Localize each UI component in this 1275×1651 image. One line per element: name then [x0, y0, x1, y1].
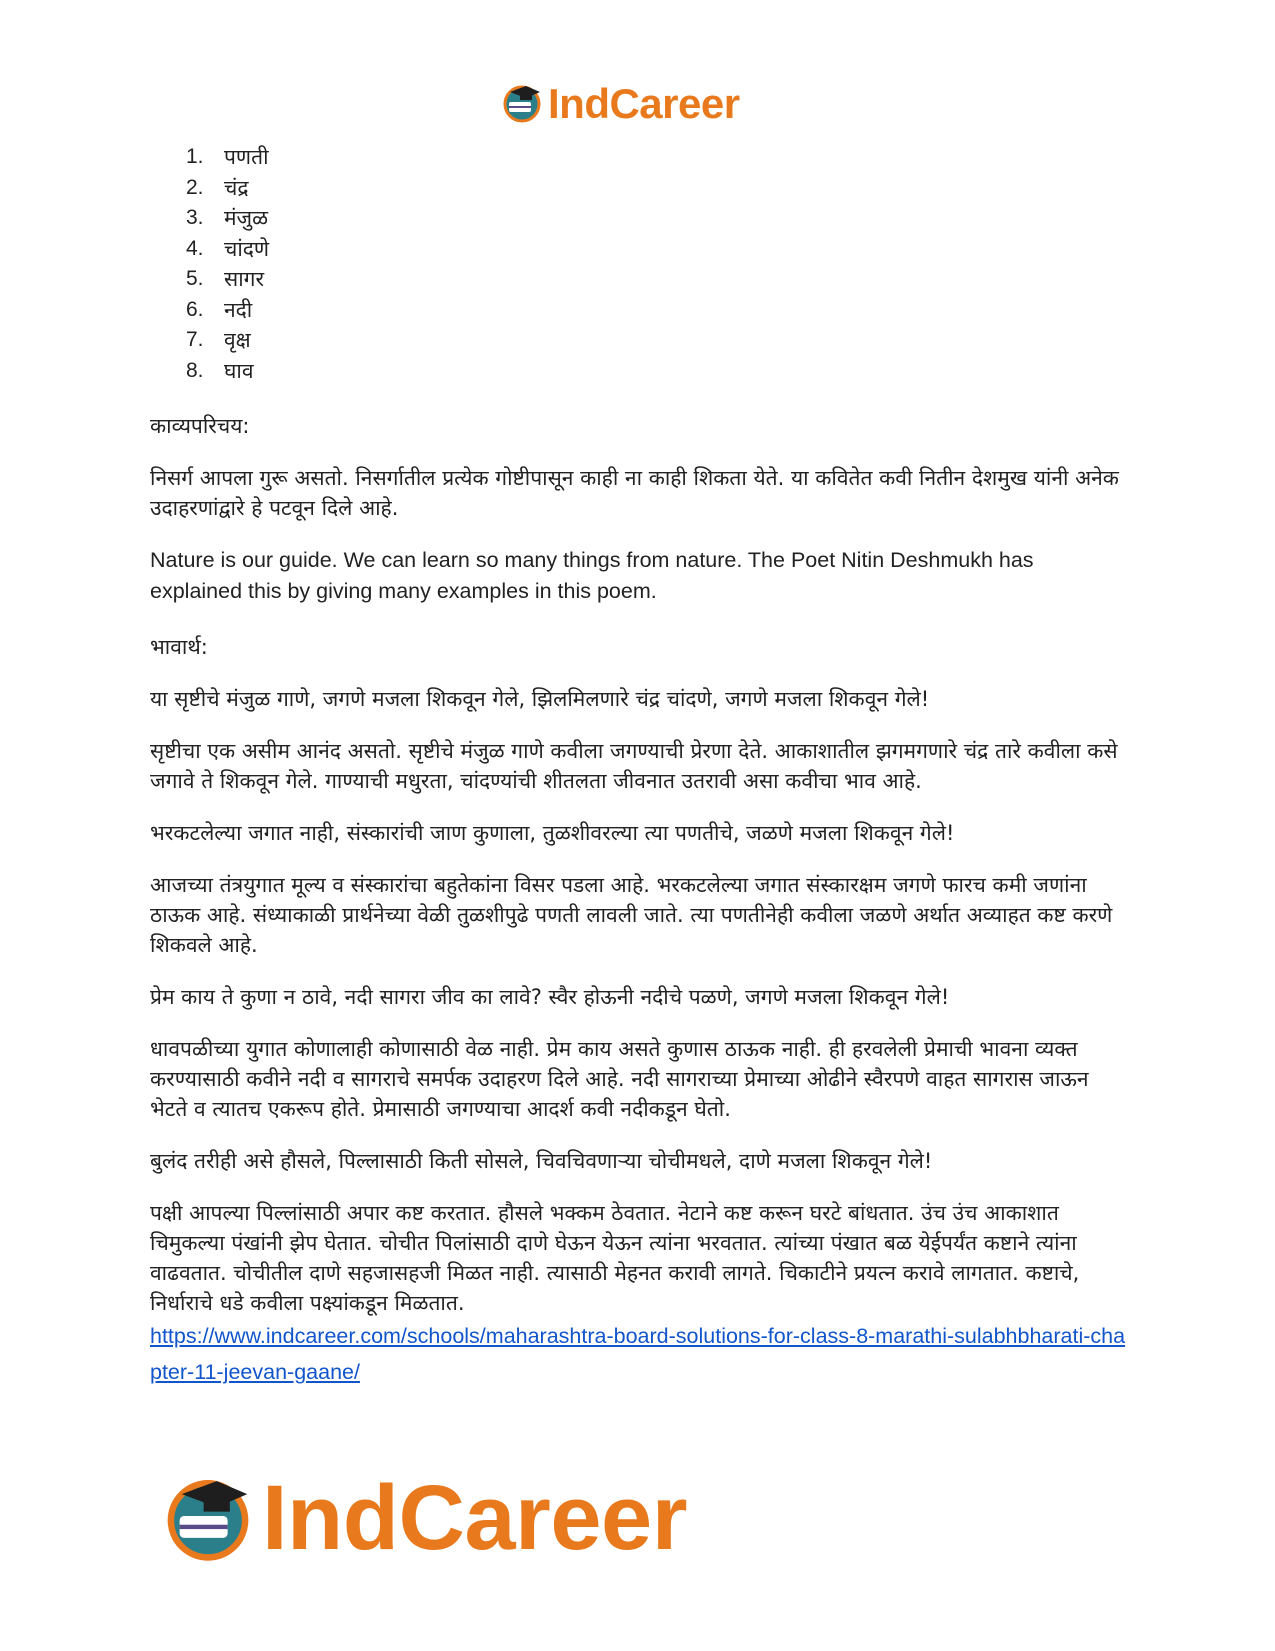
list-item: 3. मंजुळ — [186, 206, 269, 230]
meaning-heading: भावार्थ: — [150, 635, 208, 659]
graduation-globe-icon — [160, 1468, 256, 1568]
document-body — [150, 142, 1130, 1390]
explanation-paragraph: आजच्या तंत्रयुगात मूल्य व संस्कारांचा बहुतेकांना विसर पडला आहे. भरकटलेल्या जगात संस्कारक्षम जगणे फारच कमी जणांना ठाऊक आहे. संध्याकाळी प्रार्थनेच्या वेळी तुळशीपुढे पणती लावली जाते. त्या पणतीनेही कवीला जळणे अर्थात अव्याहत कष्ट करणे शिकवले आहे. — [150, 873, 1113, 957]
graduation-globe-icon — [500, 80, 544, 128]
list-item: 4. चांदणे — [186, 236, 270, 261]
verse-paragraph: या सृष्टीचे मंजुळ गाणे, जगणे मजला शिकवून गेले, झिलमिलणारे चंद्र चांदणे, जगणे मजला शिकवून गेले! — [150, 687, 930, 711]
verse-paragraph: प्रेम काय ते कुणा न ठावे, नदी सागरा जीव का लावे? स्वैर होऊनी नदीचे पळणे, जगणे मजला शिकवून गेले! — [150, 985, 950, 1009]
source-link[interactable]: https://www.indcareer.com/schools/maharashtra-board-solutions-for-class-8-marathi-sulabhbharati-chapter-11-jeevan-gaane/ — [150, 1324, 1126, 1384]
list-item: 1. पणती — [186, 145, 269, 169]
list-item: 5. सागर — [186, 267, 265, 291]
footer-logo — [160, 1468, 687, 1568]
intro-heading: काव्यपरिचय: — [150, 414, 250, 438]
intro-english-paragraph: Nature is our guide. We can learn so many things from nature. The Poet Nitin Deshmukh has explained this by giving many examples in this poem. — [150, 548, 1034, 603]
header-logo — [500, 78, 740, 130]
list-item: 7. वृक्ष — [186, 328, 251, 352]
intro-marathi-paragraph: निसर्ग आपला गुरू असतो. निसर्गातील प्रत्येक गोष्टीपासून काही ना काही शिकता येते. या कवितेत कवी नितीन देशमुख यांनी अनेक उदाहरणांद्वारे हे पटवून दिले आहे. — [150, 466, 1119, 520]
explanation-paragraph: धावपळीच्या युगात कोणालाही कोणासाठी वेळ नाही. प्रेम काय असते कुणास ठाऊक नाही. ही हरवलेली प्रेमाची भावना व्यक्त करण्यासाठी कवीने नदी व सागराचे समर्पक उदाहरण दिले आहे. नदी सागराच्या प्रेमाच्या ओढीने स्वैरपणे वाहत सागरास जाऊन भेटते व त्यातच एकरूप होते. प्रेमासाठी जगण्याचा आदर्श कवी नदीकडून घेतो. — [150, 1037, 1089, 1121]
brand-name: IndCareer — [548, 80, 740, 127]
explanation-paragraph: सृष्टीचा एक असीम आनंद असतो. सृष्टीचे मंजुळ गाणे कवीला जगण्याची प्रेरणा देते. आकाशातील झगमगणारे चंद्र तारे कवीला कसे जगावे ते शिकवून गेले. गाण्याची मधुरता, चांदण्यांची शीतलता जीवनात उतरावी असा कवीचा भाव आहे. — [150, 739, 1118, 793]
word-list — [150, 142, 1130, 386]
list-item: 6. नदी — [186, 297, 253, 322]
verse-paragraph: बुलंद तरीही असे हौसले, पिल्लासाठी किती सोसले, चिवचिवणाऱ्या चोचीमधले, दाणे मजला शिकवून गेले! — [150, 1149, 933, 1173]
explanation-paragraph: पक्षी आपल्या पिल्लांसाठी अपार कष्ट करतात. हौसले भक्कम ठेवतात. नेटाने कष्ट करून घरटे बांधतात. उंच उंच आकाशात चिमुकल्या पंखांनी झेप घेतात. चोचीत पिलांसाठी दाणे घेऊन येऊन त्यांना भरवतात. त्यांच्या पंखात बळ येईपर्यंत कष्टाने त्यांना वाढवतात. चोचीतील दाणे सहजासहजी मिळत नाही. त्यासाठी मेहनत करावी लागते. चिकाटीने प्रयत्न करावे लागतात. कष्टाचे, निर्धाराचे धडे कवीला पक्ष्यांकडून मिळतात. — [150, 1201, 1080, 1315]
list-item: 2. चंद्र — [186, 175, 249, 200]
list-item: 8. घाव — [186, 358, 254, 383]
verse-paragraph: भरकटलेल्या जगात नाही, संस्कारांची जाण कुणाला, तुळशीवरल्या त्या पणतीचे, जळणे मजला शिकवून गेले! — [150, 821, 955, 845]
brand-name: IndCareer — [262, 1466, 687, 1569]
